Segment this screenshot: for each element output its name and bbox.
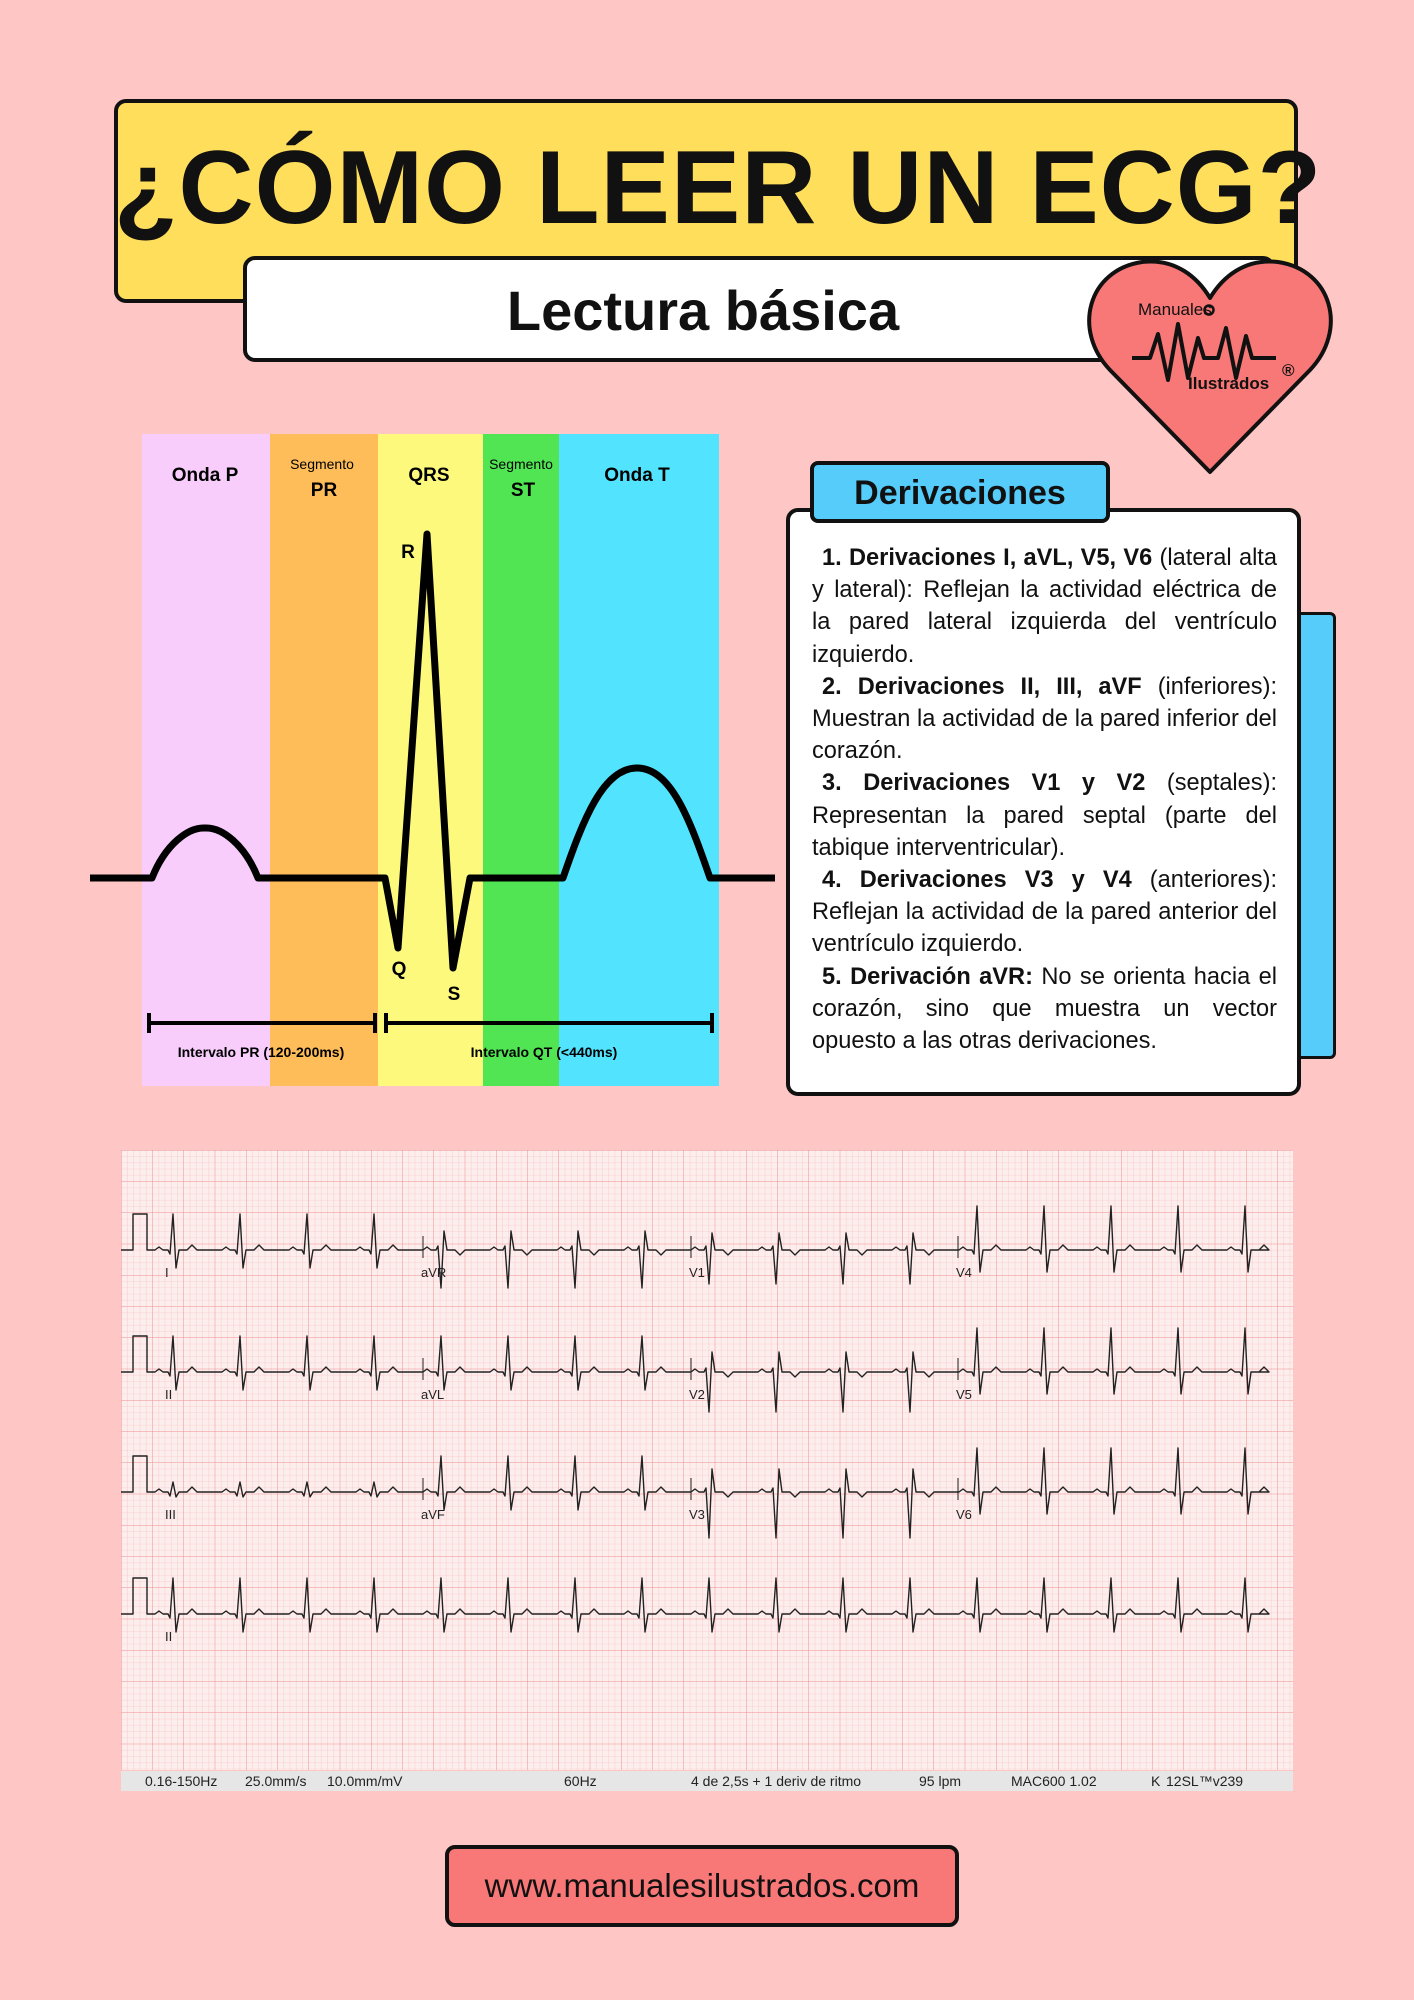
derivacion-item: 4. Derivaciones V3 y V4 (anteriores): Reflejan la actividad de la pared anterior del ventrículo izquierdo. <box>812 867 1277 958</box>
interval-qt-label: Intervalo QT (<440ms) <box>470 1044 618 1060</box>
band-segmento-st <box>483 434 559 1086</box>
ecg-lead-label: aVR <box>421 1265 447 1280</box>
band-segmento-pr <box>270 434 378 1086</box>
derivaciones-panel <box>786 508 1301 1096</box>
heart-ecg-icon <box>1080 250 1340 480</box>
ecg-speed: 25.0mm/s <box>245 1773 307 1789</box>
band-qrs <box>378 434 483 1086</box>
derivacion-item: 5. Derivación aVR: No se orienta hacia el corazón, sino que muestra un vector opuesto a las otras derivaciones. <box>812 963 1277 1055</box>
logo-word-1: Manuales <box>1138 300 1212 319</box>
page-subtitle: Lectura básica <box>506 279 900 342</box>
derivacion-item: 1. Derivaciones I, aVL, V5, V6 (lateral alta y lateral): Reflejan la actividad eléctrica de la pared lateral izquierda del ventrículo izquierdo. <box>812 545 1277 668</box>
ecg-mains: 60Hz <box>564 1773 597 1789</box>
band-onda-p <box>142 434 270 1086</box>
ecg-lead-label: III <box>165 1507 176 1522</box>
band-label-onda-p: Onda P <box>171 465 239 486</box>
derivacion-item: 2. Derivaciones II, III, aVF (inferiores): Muestran la actividad de la pared inferior del corazón. <box>812 673 1277 765</box>
ecg-lead-label: V3 <box>689 1507 705 1522</box>
band-onda-t <box>559 434 719 1086</box>
derivacion-item: 3. Derivaciones V1 y V2 (septales): Representan la pared septal (parte del tabique interventricular). <box>812 770 1278 861</box>
ecg-filter: 0.16-150Hz <box>145 1773 218 1789</box>
derivaciones-panel-shadow <box>1296 612 1336 1059</box>
logo-heart <box>1089 261 1331 472</box>
ecg-lead-label: aVL <box>421 1387 445 1402</box>
band-small-st: Segmento <box>489 456 553 472</box>
band-small-pr: Segmento <box>290 456 354 472</box>
ecg-lead-label: V2 <box>689 1387 705 1402</box>
ecg-lead-label: II <box>165 1387 173 1402</box>
ecg-rate: 95 lpm <box>919 1773 962 1789</box>
ecg-lead-label: II <box>165 1629 173 1644</box>
ecg-gain: 10.0mm/mV <box>327 1773 403 1789</box>
page-title: ¿CÓMO LEER UN ECG? <box>114 130 1323 246</box>
ecg-footer-bar <box>121 1771 1293 1791</box>
point-label-r: R <box>401 542 415 563</box>
ecg-lead-label: V1 <box>689 1265 705 1280</box>
ecg-device: MAC600 1.02 <box>1011 1773 1097 1789</box>
point-label-q: Q <box>391 959 407 980</box>
logo-word-2: Ilustrados <box>1188 374 1270 393</box>
ecg-software: 12SL™v239 <box>1166 1773 1244 1789</box>
derivaciones-title: Derivaciones <box>810 461 1110 523</box>
website-link[interactable]: www.manualesilustrados.com <box>445 1845 959 1927</box>
ecg-format: 4 de 2,5s + 1 deriv de ritmo <box>691 1773 862 1789</box>
ecg-wave-diagram <box>90 425 780 1095</box>
ecg-lead-label: V6 <box>956 1507 972 1522</box>
ecg-marker: K <box>1151 1773 1161 1789</box>
ecg-lead-label: aVF <box>421 1507 445 1522</box>
ecg-lead-label: V4 <box>956 1265 972 1280</box>
ecg-lead-label: V5 <box>956 1387 972 1402</box>
logo-registered-mark: ® <box>1282 361 1295 380</box>
ecg-12-lead-strip <box>121 1150 1293 1790</box>
ecg-grid <box>121 1150 1293 1770</box>
band-label-onda-t: Onda T <box>604 465 670 486</box>
interval-pr-label: Intervalo PR (120-200ms) <box>177 1044 345 1060</box>
band-label-qrs: QRS <box>408 465 450 486</box>
band-label-pr: PR <box>310 480 338 501</box>
ecg-lead-label: I <box>165 1265 169 1280</box>
band-label-st: ST <box>510 480 536 501</box>
point-label-s: S <box>447 984 461 1005</box>
